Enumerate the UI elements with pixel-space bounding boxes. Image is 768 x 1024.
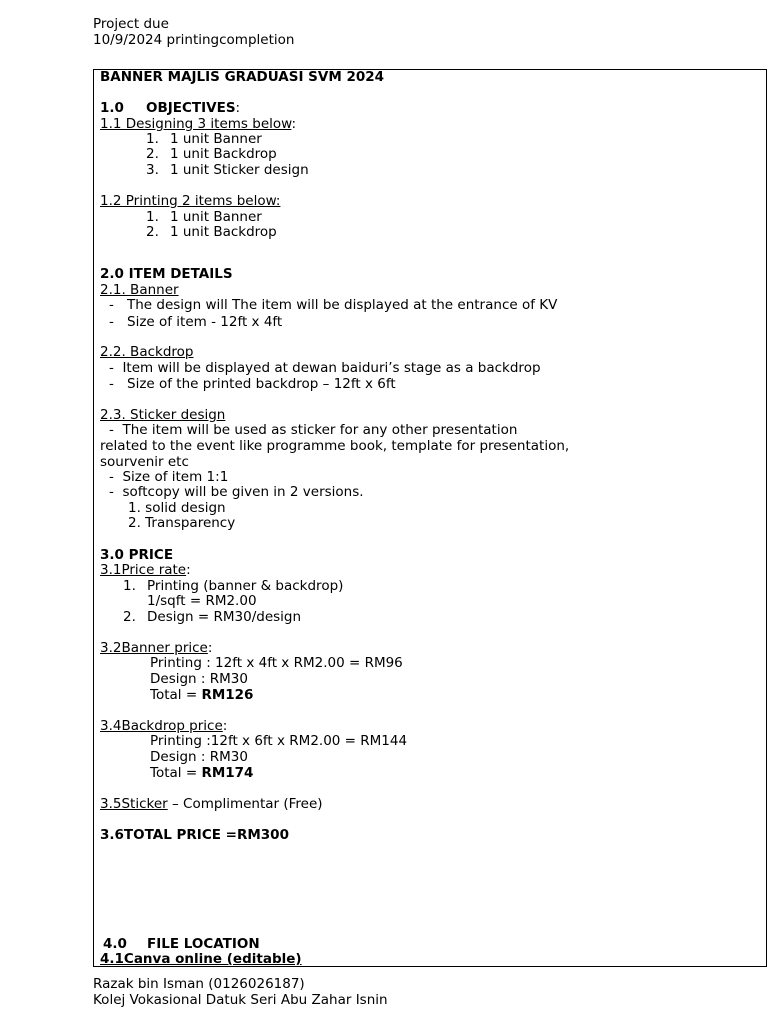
backdrop-detail-line: - Item will be displayed at dewan baiduri’s stage as a backdrop (109, 360, 541, 376)
designing-subheading: 1.1 Designing 3 items below: (100, 116, 296, 132)
author-name: Razak bin Isman (0126026187) (93, 976, 305, 992)
sticker-detail-line: - Size of item 1:1 (109, 469, 229, 485)
institution-name: Kolej Vokasional Datuk Seri Abu Zahar Isnin (93, 992, 388, 1008)
sticker-version-item: 1. solid design (128, 500, 226, 516)
item-details-heading: 2.0 ITEM DETAILS (100, 266, 233, 282)
objectives-heading: 1.0 OBJECTIVES: (100, 100, 241, 116)
sticker-version-item: 2. Transparency (128, 515, 236, 531)
list-item: 3. 1 unit Sticker design (146, 162, 309, 178)
banner-subheading: 2.1. Banner (100, 282, 179, 298)
backdrop-design-cost: Design : RM30 (150, 749, 248, 765)
project-due-label: Project due (93, 16, 169, 32)
canva-online-link: 4.1Canva online (editable) (100, 951, 302, 967)
banner-detail-line: - The design will The item will be displayed at the entrance of KV (109, 297, 558, 313)
list-item: 2. 1 unit Backdrop (146, 224, 277, 240)
price-rate-subheading: 3.1Price rate: (100, 562, 191, 578)
total-price: 3.6TOTAL PRICE =RM300 (100, 827, 289, 843)
due-date-text: 10/9/2024 printingcompletion (93, 32, 295, 48)
sticker-detail-line: related to the event like programme book, template for presentation, (100, 438, 570, 454)
banner-detail-line: - Size of item - 12ft x 4ft (109, 314, 283, 330)
printing-subheading: 1.2 Printing 2 items below: (100, 193, 281, 209)
backdrop-price-subheading: 3.4Backdrop price: (100, 718, 228, 734)
list-item: 1. 1 unit Banner (146, 131, 262, 147)
sticker-detail-line: - softcopy will be given in 2 versions. (109, 484, 364, 500)
list-item: 2. 1 unit Backdrop (146, 146, 277, 162)
backdrop-total: Total = RM174 (150, 765, 254, 781)
banner-printing-cost: Printing : 12ft x 4ft x RM2.00 = RM96 (150, 655, 403, 671)
document-title: BANNER MAJLIS GRADUASI SVM 2024 (100, 69, 385, 85)
list-item: 1. 1 unit Banner (146, 209, 262, 225)
price-rate-detail: 1/sqft = RM2.00 (147, 593, 257, 609)
backdrop-subheading: 2.2. Backdrop (100, 344, 194, 360)
price-rate-item: 2. Design = RM30/design (123, 609, 302, 625)
file-location-heading: 4.0 FILE LOCATION (103, 936, 260, 952)
sticker-detail-line: sourvenir etc (100, 454, 189, 470)
backdrop-printing-cost: Printing :12ft x 6ft x RM2.00 = RM144 (150, 733, 408, 749)
banner-design-cost: Design : RM30 (150, 671, 248, 687)
banner-price-subheading: 3.2Banner price: (100, 640, 213, 656)
backdrop-detail-line: - Size of the printed backdrop – 12ft x 6ft (109, 376, 396, 392)
sticker-subheading: 2.3. Sticker design (100, 407, 226, 423)
price-heading: 3.0 PRICE (100, 547, 174, 563)
price-rate-item: 1. Printing (banner & backdrop) (123, 578, 344, 594)
sticker-price-line: 3.5Sticker – Complimentar (Free) (100, 796, 323, 812)
sticker-detail-line: - The item will be used as sticker for any other presentation (109, 422, 518, 438)
banner-total: Total = RM126 (150, 687, 254, 703)
